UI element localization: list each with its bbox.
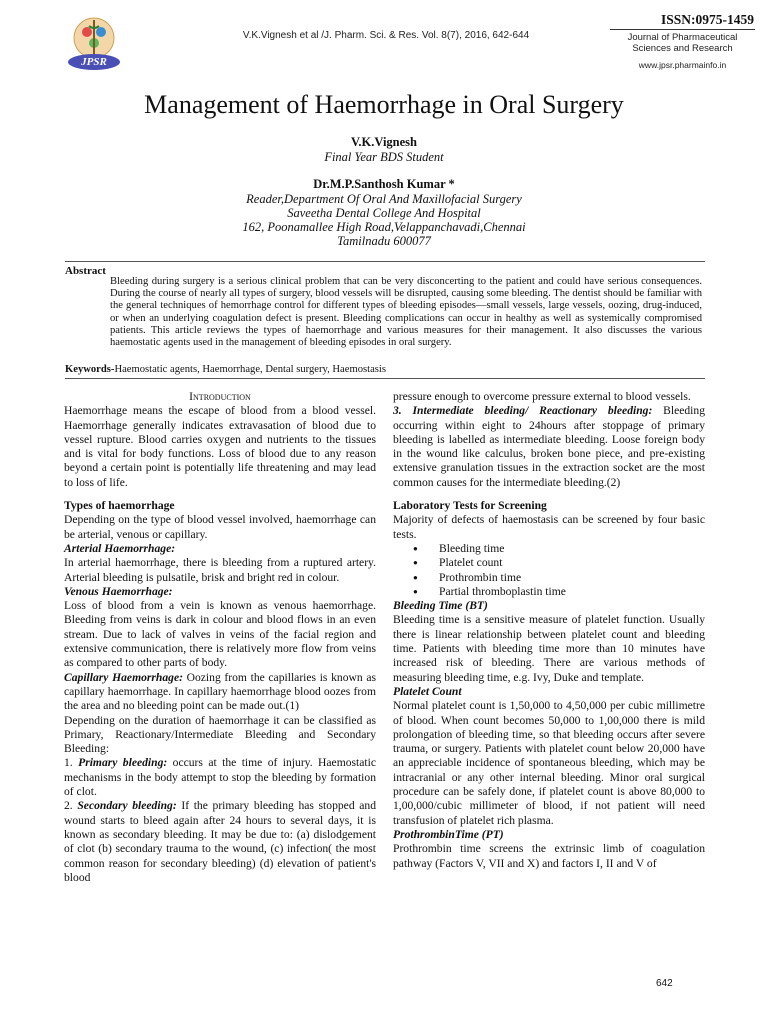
abstract-text: Bleeding during surgery is a serious clinical problem that can be very disconcerting to the patient and could have serious consequences. During the course of nearly all types of surgery, blood vessels will be disrupted, causing some bleeding. The dentist should be familiar with the general techniques of hemorrhage control for different types of bleeding episodes—small vessels, large vessels, oozing, drug-induced, or when an underlying coagulation defect is present. Bleeding complications can occur in healthy as well as systemically compromised patients. This article reviews the types of haemorrhage and various measures for their management. It also discusses the various haemostatic agents used in the management of bleeding episodes in oral surgery. xyxy=(110,276,702,349)
venous-text: Loss of blood from a vein is known as venous haemorrhage. Bleeding from veins is dark in colour and blood flows in an even stream. Due to lack of valves in veins of the facial region and extensive communication, there is relatively more flow from veins as compared to other parts of body. xyxy=(64,599,376,670)
primary-paragraph xyxy=(64,756,376,799)
journal-url[interactable]: www.jpsr.pharmainfo.in xyxy=(638,60,727,70)
bleeding-time-heading: Bleeding Time (BT) xyxy=(393,599,488,613)
author-1-role: Final Year BDS Student xyxy=(324,150,444,164)
platelet-count-heading: Platelet Count xyxy=(393,684,462,698)
secondary-text: If the primary bleeding has stopped and wound starts to bleed again after 24 hours to several days, it is known as secondary bleeding. It may be due to: (a) dislodgement of clot (b) secondary trauma to the wound, (c) infection( the most common reason for secondary bleeding) (d) elevation of patient's blood xyxy=(64,799,377,884)
prothrombin-time-text: Prothrombin time screens the extrinsic limb of coagulation pathway (Factors V, VII and X) and factors I, II and V of xyxy=(393,842,705,870)
keywords-label: Keywords- xyxy=(65,364,115,375)
arterial-heading: Arterial Haemorrhage: xyxy=(64,541,176,555)
author-2-affiliation-1: Reader,Department Of Oral And Maxillofacial Surgery xyxy=(246,192,522,206)
keywords-text: Haemostatic agents, Haemorrhage, Dental surgery, Haemostasis xyxy=(114,364,386,375)
list-item: ● Prothrombin time xyxy=(393,571,705,585)
list-item: ● Partial thromboplastin time xyxy=(393,585,705,599)
citation-line: V.K.Vignesh et al /J. Pharm. Sci. & Res. Vol. 8(7), 2016, 642-644 xyxy=(242,30,530,41)
bleeding-time-text: Bleeding time is a sensitive measure of platelet function. Usually there is linear relationship between platelet count and bleeding time. Patients with bleeding time more than 10 minutes have increased risk of bleeding. There are various methods of measuring bleeding time, e.g. Ivy, Duke and template. xyxy=(393,613,705,684)
lab-tests-heading: Laboratory Tests for Screening xyxy=(393,499,547,513)
types-heading: Types of haemorrhage xyxy=(64,499,175,513)
capillary-label: Capillary Haemorrhage: xyxy=(64,670,183,684)
types-text: Depending on the type of blood vessel involved, haemorrhage can be arterial, venous or capillary. xyxy=(64,513,376,541)
introduction-heading: Introduction xyxy=(189,390,251,403)
venous-heading: Venous Haemorrhage: xyxy=(64,584,173,598)
primary-text: occurs at the time of injury. Haemostatic mechanisms in the body attempt to stop the bleeding by formation of clot. xyxy=(64,756,376,799)
intermediate-label: 3. Intermediate bleeding/ Reactionary bleeding: xyxy=(393,404,653,418)
intermediate-paragraph xyxy=(393,404,705,490)
lab-tests-text: Majority of defects of haemostasis can be screened by four basic tests. xyxy=(393,513,705,541)
primary-label: Primary bleeding: xyxy=(78,756,168,770)
left-column xyxy=(64,390,376,885)
journal-name-line2: Sciences and Research xyxy=(632,43,733,54)
primary-number: 1. xyxy=(64,756,79,770)
journal-name-line1: Journal of Pharmaceutical xyxy=(627,32,738,43)
secondary-label: Secondary bleeding: xyxy=(77,799,177,813)
intermediate-text: Bleeding occurring within eight to 24hours after stoppage of primary bleeding is labelled as intermediate bleeding. Loose foreign body in the wound like calculus, broken bone piece, and pre-existing extensive granulation tissues in the extraction socket are the most common causes for the intermediate bleeding.(2) xyxy=(393,404,705,489)
author-2-affiliation-4: Tamilnadu 600077 xyxy=(337,234,431,248)
author-2-affiliation-2: Saveetha Dental College And Hospital xyxy=(287,206,481,220)
platelet-count-text: Normal platelet count is 1,50,000 to 4,50,000 per cubic millimetre of blood. When count becomes 50,000 to 1,00,000 there is mild prolongation of bleeding time, so that bleeding occurs after severe trauma, or surgery. Patients with platelet count below 20,000 have an appreciable incidence of spontaneous bleeding, which may be intracranial or any other internal bleeding. Minor oral surgical procedure can be safely done, if platelet count is above 80,000 to 1,00,000/cubic millimeter of blood, if not patient will need transfusion of platelet rich plasma. xyxy=(393,699,705,827)
continued-text: pressure enough to overcome pressure external to blood vessels. xyxy=(393,390,691,403)
journal-name xyxy=(610,32,755,54)
secondary-number: 2. xyxy=(64,799,78,813)
logo-text: JPSR xyxy=(81,56,107,68)
author-2-name: Dr.M.P.Santhosh Kumar * xyxy=(313,177,455,191)
secondary-paragraph xyxy=(64,799,376,885)
right-column xyxy=(393,390,705,871)
arterial-text: In arterial haemorrhage, there is bleeding from a ruptured artery. Arterial bleeding is pulsatile, brisk and bright red in colour. xyxy=(64,556,376,584)
capillary-paragraph xyxy=(64,671,376,714)
screening-tests-list xyxy=(393,542,705,599)
duration-text: Depending on the duration of haemorrhage it can be classified as Primary, Reactionary/Intermediate Bleeding and Secondary Bleeding: xyxy=(64,713,376,756)
keywords-line xyxy=(65,364,386,375)
list-item: ● Bleeding time xyxy=(393,542,705,556)
capillary-text: Oozing from the capillaries is known as capillary haemorrhage. In capillary haemorrhage blood oozes from the area and no bleeding point can be made out.(1) xyxy=(64,670,376,713)
abstract-heading: Abstract xyxy=(65,265,106,277)
issn: ISSN:0975-1459 xyxy=(660,12,754,27)
abstract-bottom-rule xyxy=(65,378,705,379)
journal-logo xyxy=(58,12,130,74)
list-item: ● Platelet count xyxy=(393,556,705,570)
abstract-top-rule xyxy=(65,261,705,262)
author-2-affiliation-3: 162, Poonamallee High Road,Velappanchavadi,Chennai xyxy=(242,220,526,234)
introduction-text: Haemorrhage means the escape of blood from a blood vessel. Haemorrhage generally indicates extravasation of blood due to vessel rupture. Blood carries oxygen and nutrients to the tissues and is vital for body functions. Loss of blood due to any reason beyond a certain point is potentially life threatening and may lead to loss of life. xyxy=(64,404,376,489)
author-1-name: V.K.Vignesh xyxy=(351,135,417,149)
paper-title: Management of Haemorrhage in Oral Surgery xyxy=(144,90,624,119)
prothrombin-time-heading: ProthrombinTime (PT) xyxy=(393,827,504,841)
page-number: 642 xyxy=(656,978,673,989)
issn-divider xyxy=(610,29,755,30)
